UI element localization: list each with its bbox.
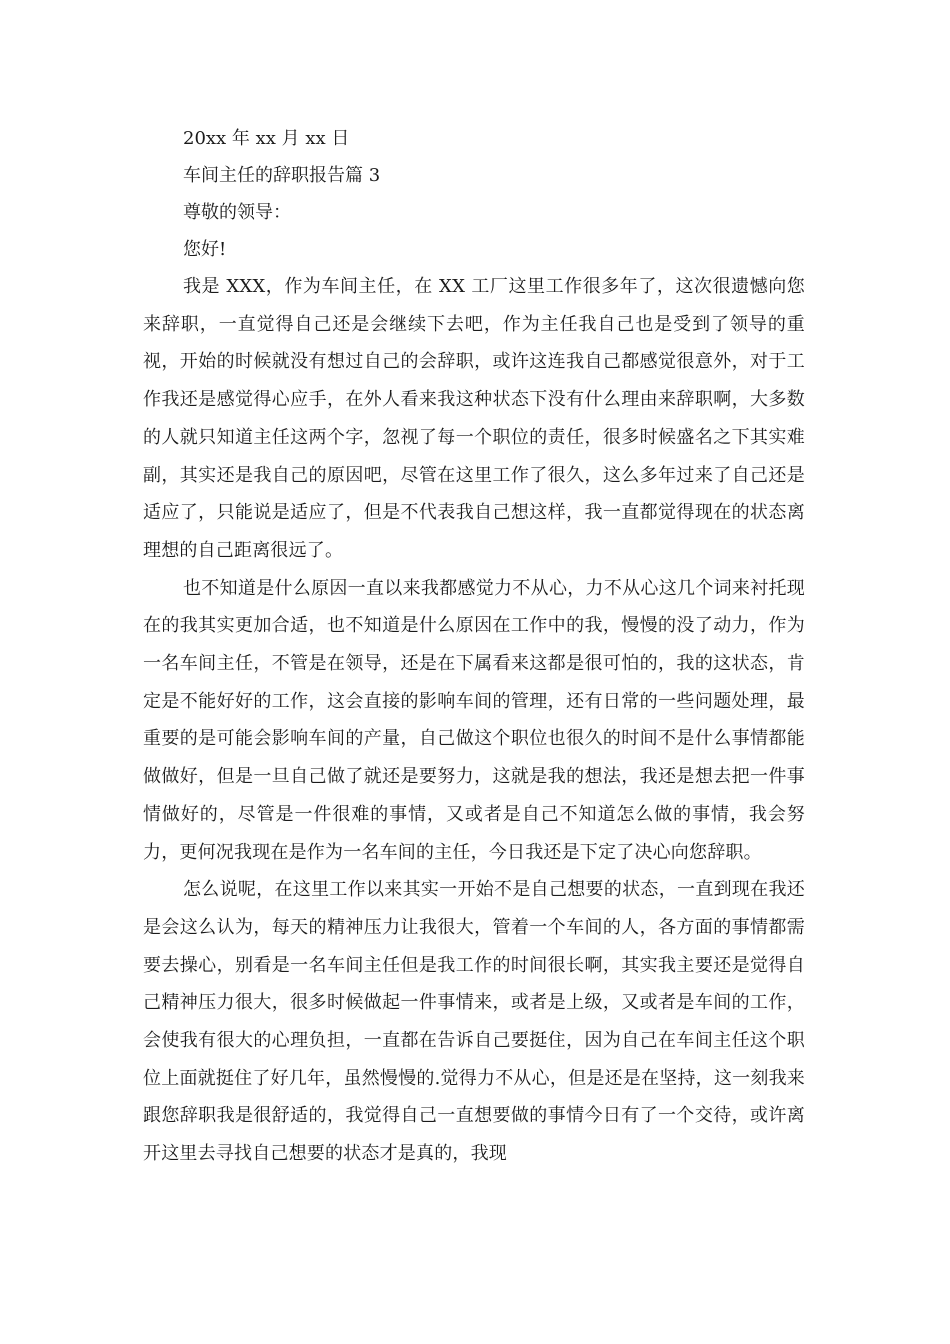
date-line: 20xx 年 xx 月 xx 日 (183, 128, 350, 149)
document-body (143, 120, 805, 1173)
greeting: 您好! (183, 239, 227, 260)
section-title: 车间主任的辞职报告篇 3 (183, 165, 381, 186)
body-paragraph: 也不知道是什么原因一直以来我都感觉力不从心，力不从心这几个词来衬托现在的我其实更加合适，也不知道是什么原因在工作中的我，慢慢的没了动力，作为一名车间主任，不管是在领导，还是在下属看来这都是很可怕的，我的这状态，肯定是不能好好的工作，这会直接的影响车间的管理，还有日常的一些问题处理，最重要的是可能会影响车间的产量，自己做这个职位也很久的时间不是什么事情都能做做好，但是一旦自己做了就还是要努力，这就是我的想法，我还是想去把一件事情做好的，尽管是一件很难的事情，又或者是自己不知道怎么做的事情，我会努力，更何况我现在是作为一名车间的主任，今日我还是下定了决心向您辞职。 (143, 577, 805, 863)
body-paragraph: 我是 XXX，作为车间主任，在 XX 工厂这里工作很多年了，这次很遗憾向您来辞职，一直觉得自己还是会继续下去吧，作为主任我自己也是受到了领导的重视，开始的时候就没有想过自己的会辞职，或许这连我自己都感觉很意外，对于工作我还是感觉得心应手，在外人看来我这种状态下没有什么理由来辞职啊，大多数的人就只知道主任这两个字，忽视了每一个职位的责任，很多时候盛名之下其实难副，其实还是我自己的原因吧，尽管在这里工作了很久，这么多年过来了自己还是适应了，只能说是适应了，但是不代表我自己想这样，我一直都觉得现在的状态离理想的自己距离很远了。 (143, 276, 805, 561)
body-paragraph: 怎么说呢，在这里工作以来其实一开始不是自己想要的状态，一直到现在我还是会这么认为，每天的精神压力让我很大，管着一个车间的人，各方面的事情都需要去操心，别看是一名车间主任但是我工作的时间很长啊，其实我主要还是觉得自己精神压力很大，很多时候做起一件事情来，或者是上级，又或者是车间的工作，会使我有很大的心理负担，一直都在告诉自己要挺住，因为自己在车间主任这个职位上面就挺住了好几年，虽然慢慢的.觉得力不从心，但是还是在坚持，这一刻我来跟您辞职我是很舒适的，我觉得自己一直想要做的事情今日有了一个交待，或许离开这里去寻找自己想要的状态才是真的，我现 (143, 879, 805, 1165)
salutation: 尊敬的领导： (183, 202, 291, 223)
